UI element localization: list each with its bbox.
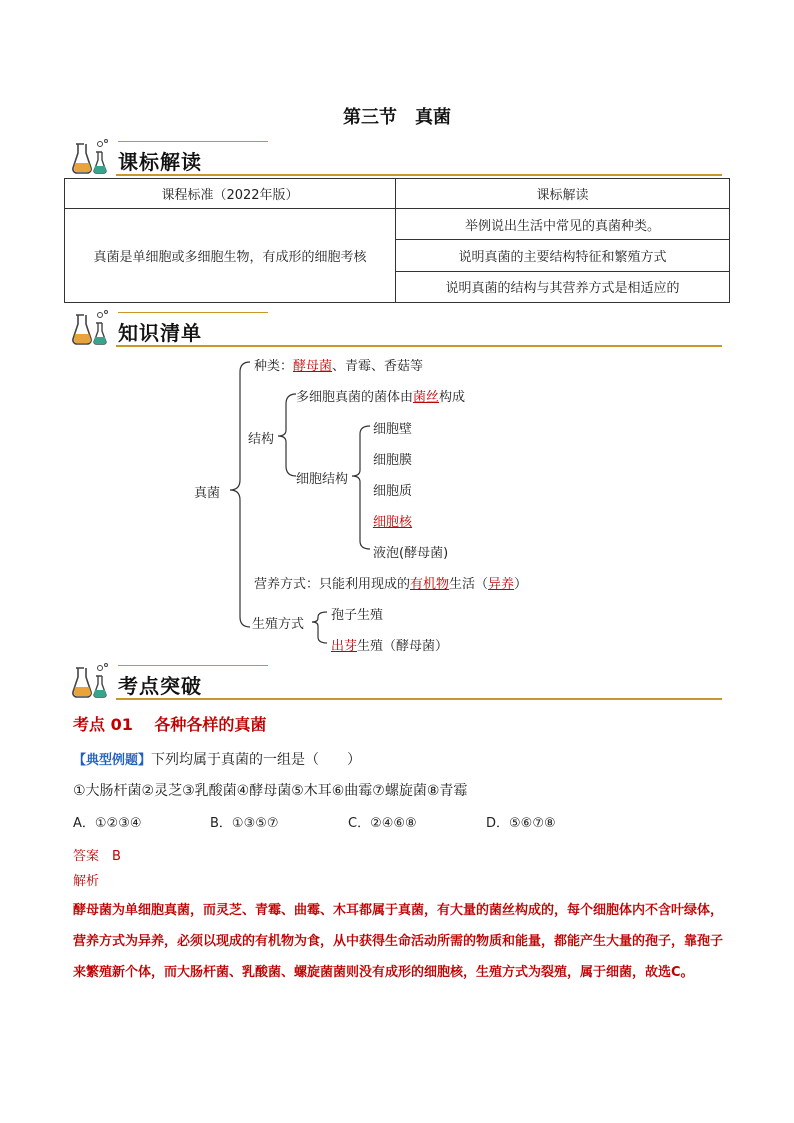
multicell-text: 多细胞真菌的菌体由 [296,390,414,405]
option-b: B．①③⑤⑦ [210,816,279,831]
tree-kinds [254,355,423,374]
table-header-interpretation: 课标解读 [396,179,730,209]
repro-spore: 孢子生殖 [331,608,384,623]
standards-table [64,178,730,303]
example-tag: 【典型例题】 [73,753,152,768]
multicell-text-end: 构成 [439,390,466,405]
root-bracket [230,362,250,627]
tree-structure: 结构 [248,432,275,447]
kaodian-heading: 考点 01 各种各样的真菌 [73,715,267,734]
analysis-text: 酵母菌为单细胞真菌，而灵芝、青霉、曲霉、木耳都属于真菌，有大量的菌丝构成的，每个细胞体内不含叶绿体，营养方式为异养，必须以现成的有机物为食，从中获得生命活动所需的物质和能量，都能产生大量的孢子，靠孢子来繁殖新个体，而大肠杆菌、乳酸菌、螺旋菌菌则没有成形的细胞核，生殖方式为裂殖，属于细菌，故选C。 [73,903,724,980]
analysis-label: 解析 [73,874,100,889]
cell-part: 细胞膜 [373,453,413,468]
budding-highlight: 出芽 [331,639,358,654]
kinds-rest: 、青霉、香菇等 [332,359,424,374]
example-stem: 下列均属于真菌的一组是（ ） [151,752,362,768]
nutrition-highlight-2: 异养 [488,577,515,592]
kinds-highlight: 酵母菌 [293,359,333,374]
tree-multicell [296,386,465,405]
option-a: A．①②③④ [73,816,142,831]
section-header-kaodian [70,662,722,702]
flask-icon [70,662,110,702]
flask-icon [70,309,110,349]
table-cell-standard: 真菌是单细胞或多细胞生物，有成形的细胞考核 [65,209,396,303]
page-title: 第三节 真菌 [343,107,451,128]
cell-bracket [352,426,370,549]
tree-root: 真菌 [194,486,221,501]
section-header-kebiao [70,138,722,178]
answer-label: 答案 B [73,849,121,864]
section-title: 课标解读 [118,150,202,174]
section-top-rule [118,665,268,666]
section-top-rule [118,312,268,313]
table-cell-interp-1: 举例说出生活中常见的真菌种类。 [396,209,730,240]
table-header-standard: 课程标准（2022年版） [65,179,396,209]
section-header-zhishi [70,309,722,349]
repro-budding [331,635,448,654]
kinds-label: 种类： [254,359,294,374]
section-rule [116,174,722,176]
option-c: C．②④⑥⑧ [348,816,417,831]
multicell-highlight: 菌丝 [413,390,440,405]
budding-text: 生殖（酵母菌） [357,639,449,654]
cell-part: 细胞质 [373,484,413,499]
repro-bracket [312,612,327,643]
table-cell-interp-2: 说明真菌的主要结构特征和繁殖方式 [396,240,730,271]
tree-cell-structure: 细胞结构 [296,472,349,487]
tree-reproduction: 生殖方式 [252,617,305,632]
nutrition-highlight: 有机物 [410,577,450,592]
section-rule [116,345,722,347]
nutrition-text-end: ） [514,577,528,592]
structure-bracket [278,394,296,476]
example-question [73,749,361,769]
cell-part: 液泡(酵母菌) [373,546,449,561]
tree-nutrition [254,573,527,592]
cell-part: 细胞壁 [373,422,413,437]
section-title: 知识清单 [118,321,202,345]
cell-part-highlight: 细胞核 [373,515,413,530]
section-rule [116,698,722,700]
example-items: ①大肠杆菌②灵芝③乳酸菌④酵母菌⑤木耳⑥曲霉⑦螺旋菌⑧青霉 [73,783,468,799]
table-cell-interp-3: 说明真菌的结构与其营养方式是相适应的 [396,271,730,302]
nutrition-text-mid: 生活（ [449,577,489,592]
section-top-rule [118,141,268,142]
section-title: 考点突破 [118,674,202,698]
option-d: D．⑤⑥⑦⑧ [486,816,556,831]
flask-icon [70,138,110,178]
nutrition-text: 营养方式：只能利用现成的 [254,577,411,592]
